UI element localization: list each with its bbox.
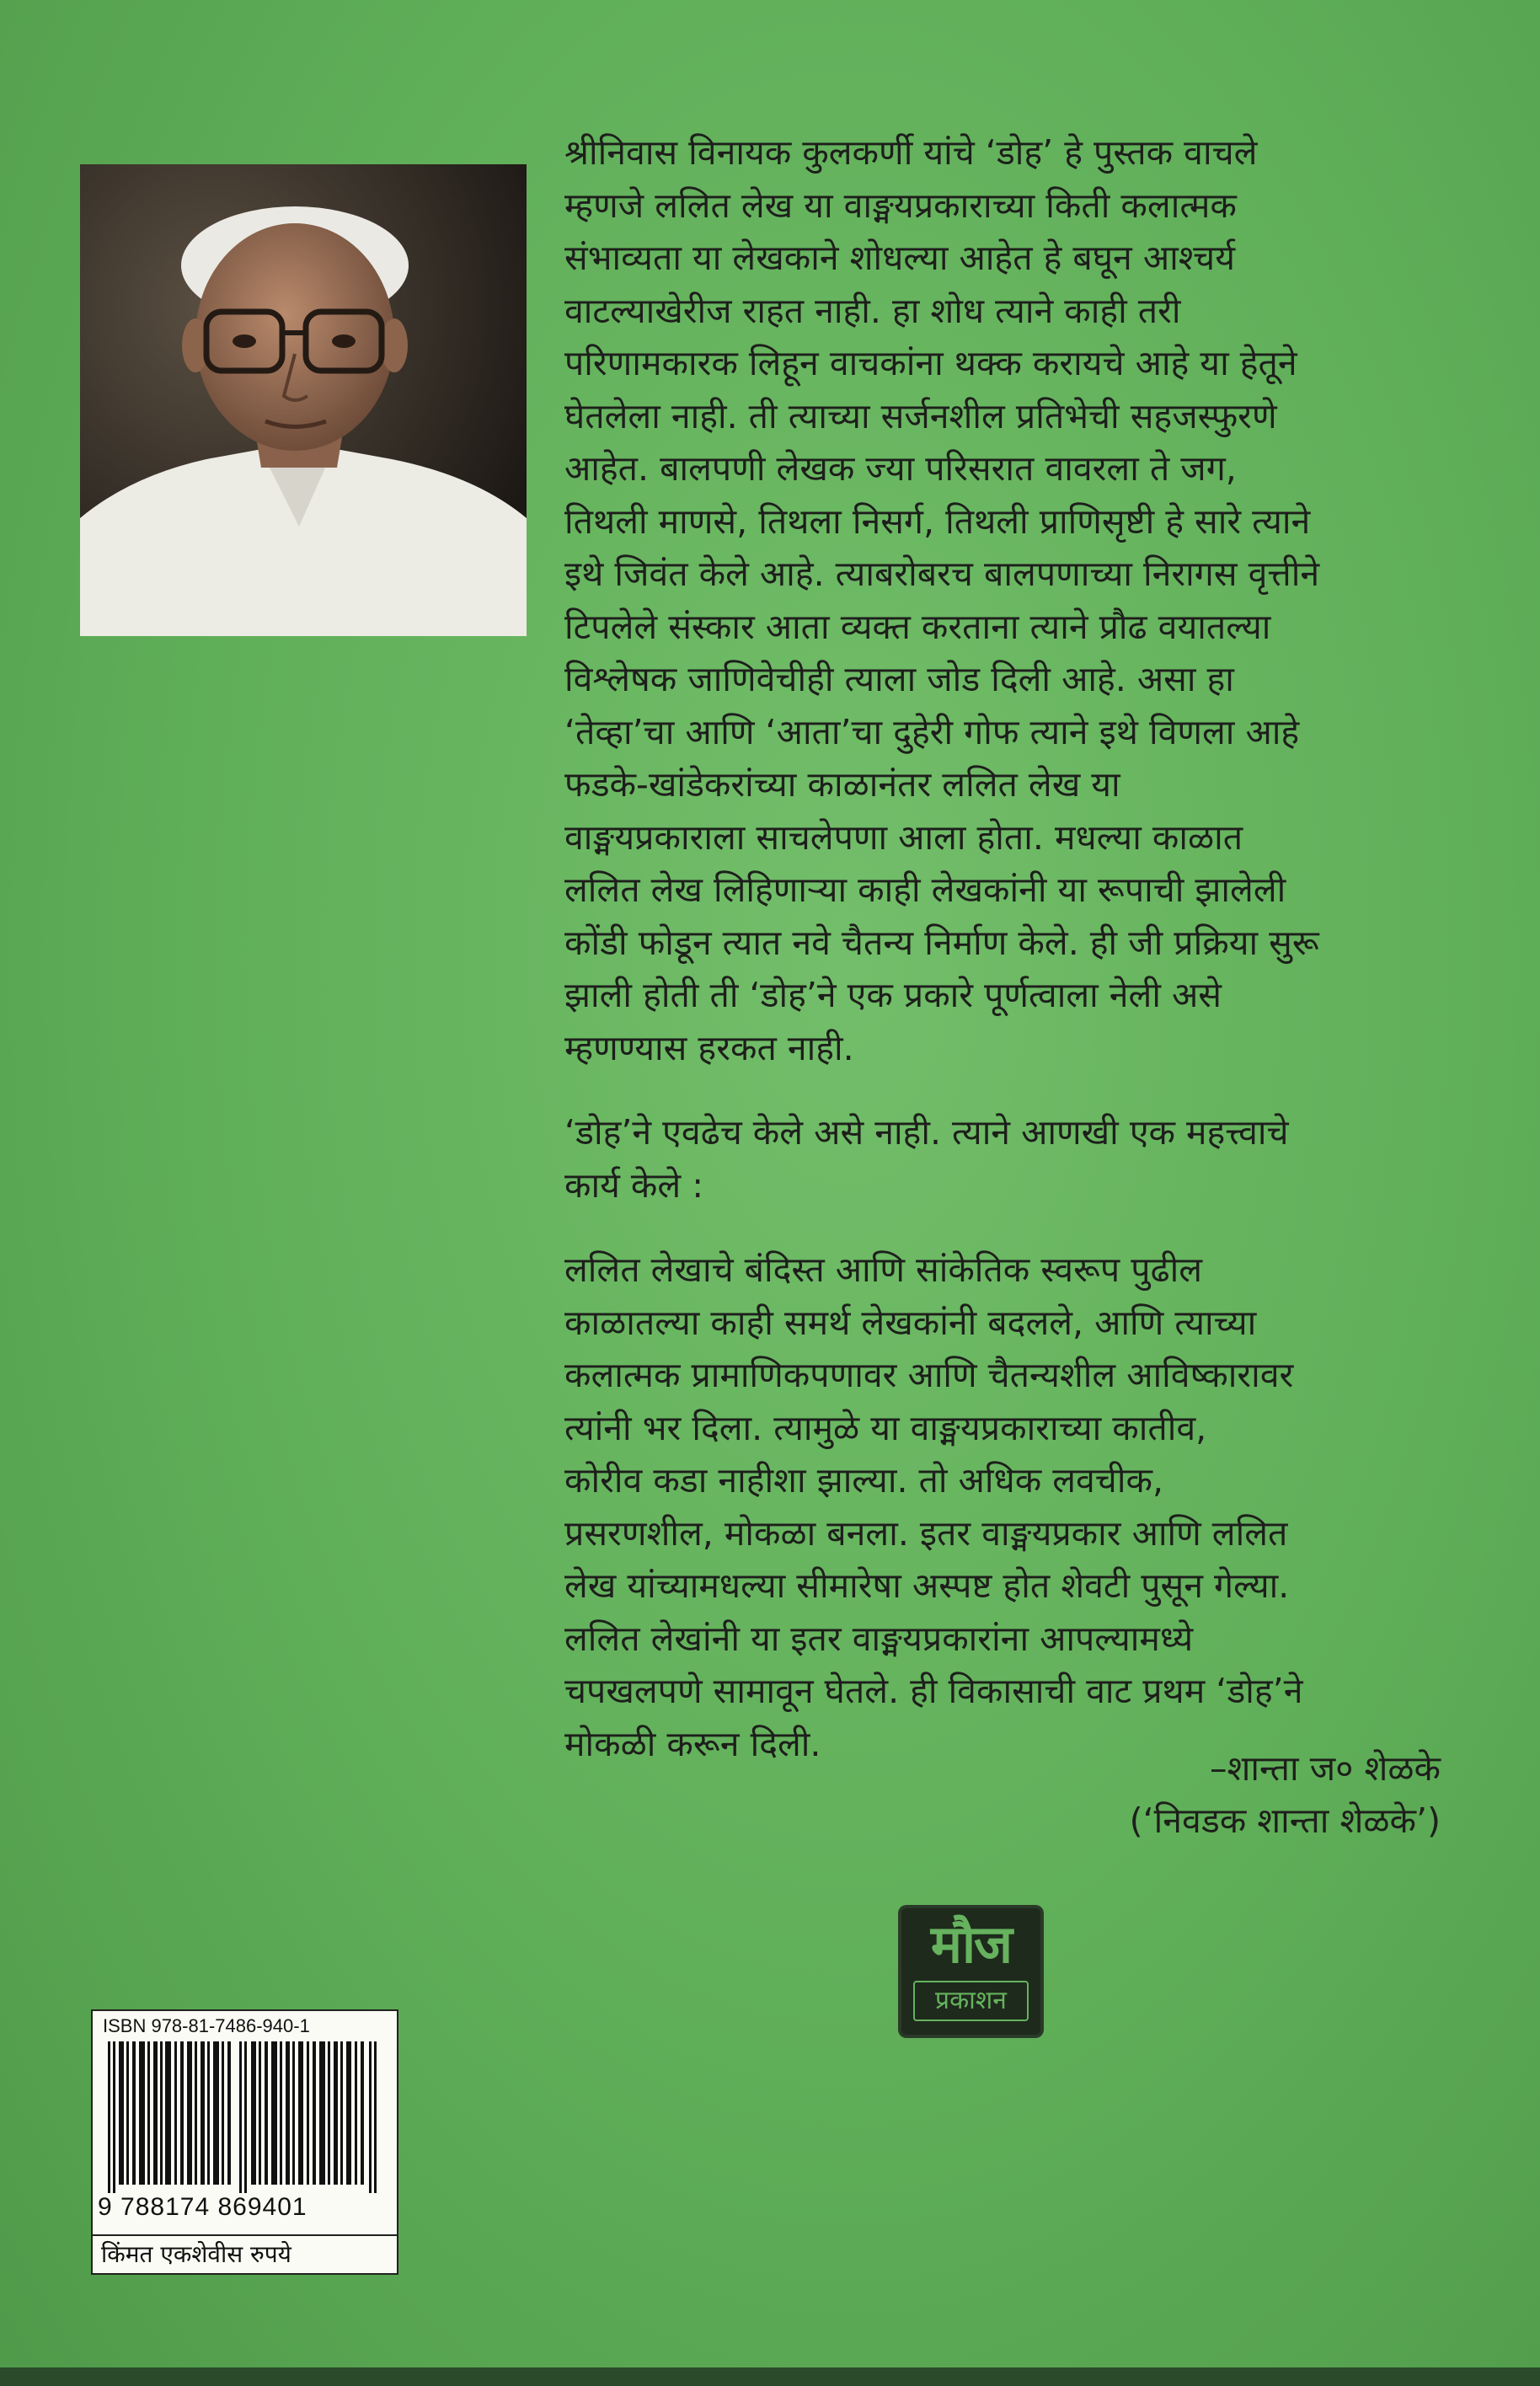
barcode-digits: 9 788174 869401 xyxy=(98,2193,307,2221)
blurb-paragraph: ‘डोह’ने एवढेच केले असे नाही. त्याने आणखी एक महत्त्वाचे कार्य केले : xyxy=(564,1112,1289,1206)
author-portrait-image xyxy=(80,164,527,636)
blurb-text xyxy=(564,126,1457,1770)
publisher-logo-mark: मौज xyxy=(930,1913,1012,1975)
isbn-barcode-box xyxy=(91,2009,398,2275)
publisher-logo xyxy=(901,1908,1040,2035)
author-photo xyxy=(80,164,527,636)
price-label: किंमत एकशेवीस रुपये xyxy=(93,2234,397,2273)
cover-bottom-edge xyxy=(0,2367,1540,2386)
barcode-icon xyxy=(106,2041,384,2193)
review-source: (‘निवडक शान्ता शेळके’) xyxy=(1129,1800,1441,1841)
review-attribution xyxy=(1053,1742,1441,1847)
isbn-label: ISBN 978-81-7486-940-1 xyxy=(103,2015,310,2036)
blurb-paragraph: ललित लेखाचे बंदिस्त आणि सांकेतिक स्वरूप पुढील काळातल्या काही समर्थ लेखकांनी बदलले, आणि त्याच्या कलात्मक प्रामाणिकपणावर आणि चैतन्यशील आविष्कारावर त्यांनी भर दिला. त्यामुळे या वाङ्मयप्रकाराच्या कातीव, कोरीव कडा नाहीशा झाल्या. तो अधिक लवचीक, प्रसरणशील, मोकळा बनला. इतर वाङ्मयप्रकार आणि ललित लेख यांच्यामधल्या सीमारेषा अस्पष्ट होत शेवटी पुसून गेल्या. ललित लेखांनी या इतर वाङ्मयप्रकारांना आपल्यामध्ये चपखलपणे सामावून घेतले. ही विकासाची वाट प्रथम ‘डोह’ने मोकळी करून दिली. xyxy=(564,1249,1303,1764)
reviewer-name: –शान्ता ज० शेळके xyxy=(1210,1748,1441,1789)
blurb-paragraph: श्रीनिवास विनायक कुलकर्णी यांचे ‘डोह’ हे पुस्तक वाचले म्हणजे ललित लेख या वाङ्मयप्रकाराच्या किती कलात्मक संभाव्यता या लेखकाने शोधल्या आहेत हे बघून आश्चर्य वाटल्याखेरीज राहत नाही. हा शोध त्याने काही तरी परिणामकारक लिहून वाचकांना थक्क करायचे आहे या हेतूने घेतलेला नाही. ती त्याच्या सर्जनशील प्रतिभेची सहजस्फुरणे आहेत. बालपणी लेखक ज्या परिसरात वावरला ते जग, तिथली माणसे, तिथला निसर्ग, तिथली प्राणिसृष्टी हे सारे त्याने इथे जिवंत केले आहे. त्याबरोबरच बालपणाच्या निरागस वृत्तीने टिपलेले संस्कार आता व्यक्त करताना त्याने प्रौढ वयातल्या विश्लेषक जाणिवेचीही त्याला जोड दिली आहे. असा हा ‘तेव्हा’चा आणि ‘आता’चा दुहेरी गोफ त्याने इथे विणला आहे फडके-खांडेकरांच्या काळानंतर ललित लेख या वाङ्मयप्रकाराला साचलेपणा आला होता. मधल्या काळात ललित लेख लिहिणाऱ्या काही लेखकांनी या रूपाची झालेली कोंडी फोडून त्यात नवे चैतन्य निर्माण केले. ही जी प्रक्रिया सुरू झाली होती ती ‘डोह’ने एक प्रकारे पूर्णत्वाला नेली असे म्हणण्यास हरकत नाही. xyxy=(564,132,1320,1068)
publisher-logo-word: प्रकाशन xyxy=(913,1981,1029,2021)
